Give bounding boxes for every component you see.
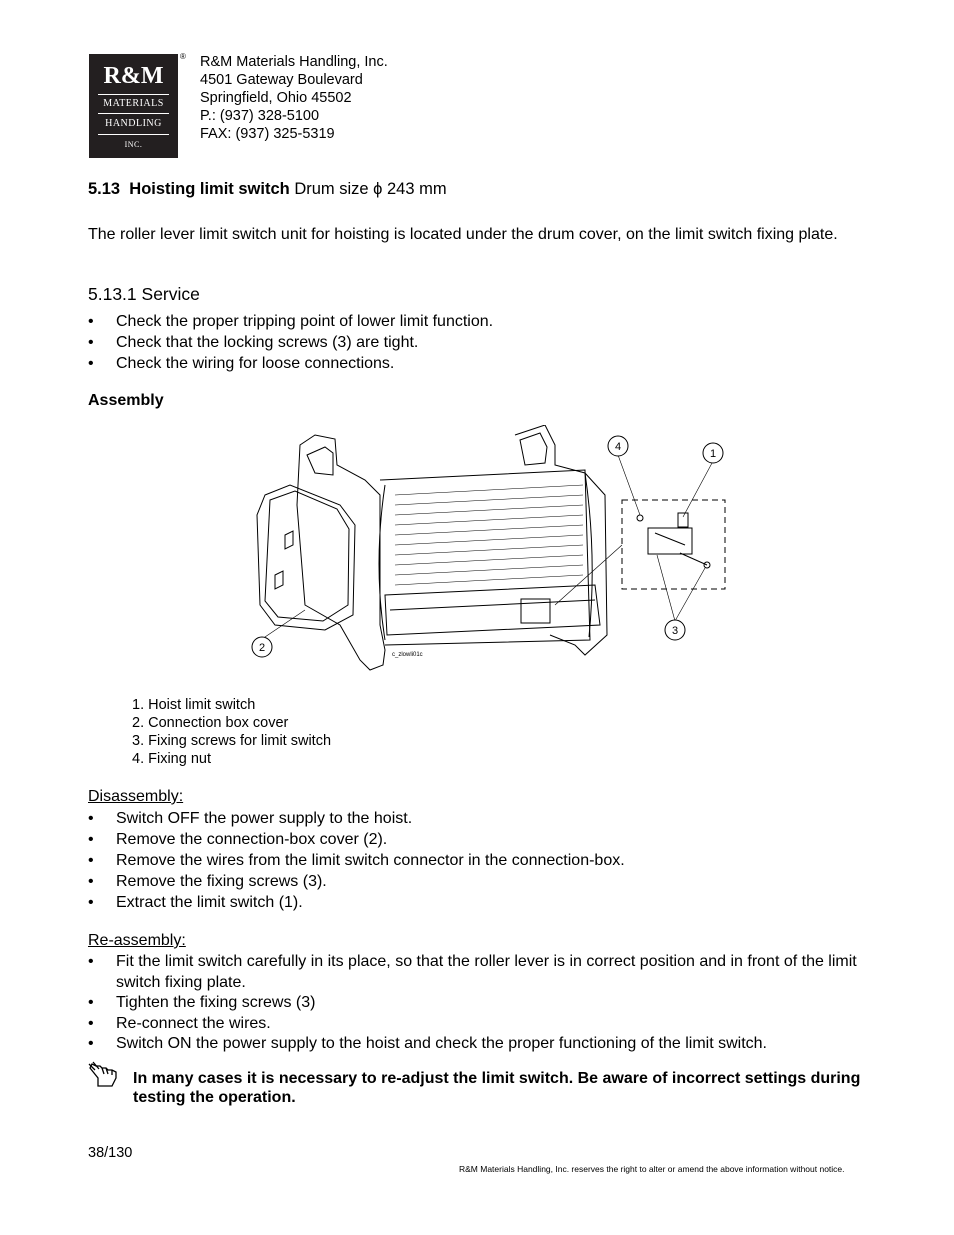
section-subtitle: Drum size ϕ 243 mm (294, 180, 447, 198)
callout-label-3: 3 (671, 625, 679, 637)
list-item (88, 993, 888, 1014)
bullet: • (88, 313, 94, 330)
list-item-text: Tighten the fixing screws (3) (116, 994, 316, 1011)
logo-rule (98, 134, 169, 135)
legend-item: 2. Connection box cover (132, 715, 289, 731)
list-item (88, 850, 888, 871)
assembly-heading: Assembly (88, 392, 164, 409)
address-line: 4501 Gateway Boulevard (200, 72, 363, 88)
reassembly-list (88, 952, 888, 1055)
service-heading: 5.13.1 Service (88, 284, 200, 304)
list-item-text: Check the wiring for loose connections. (116, 355, 395, 372)
bullet: • (88, 894, 94, 911)
bullet: • (88, 334, 94, 351)
logo-rule (98, 113, 169, 114)
list-item (88, 332, 888, 353)
bullet: • (88, 1035, 94, 1052)
section-heading (88, 180, 447, 199)
callout-label-1: 1 (709, 448, 717, 460)
list-item (88, 952, 888, 993)
list-item-text: Remove the connection-box cover (2). (116, 831, 388, 848)
bullet: • (88, 953, 94, 970)
list-item-text: Check the proper tripping point of lower limit function. (116, 313, 494, 330)
bullet: • (88, 1014, 94, 1032)
company-logo (89, 54, 178, 158)
address-line: FAX: (937) 325-5319 (200, 126, 335, 142)
warning-note: In many cases it is necessary to re-adjust the limit switch. Be aware of incorrect settings during testing the operation. (133, 1070, 861, 1106)
list-item-text: Check that the locking screws (3) are tight. (116, 334, 419, 351)
disassembly-heading: Disassembly: (88, 788, 184, 805)
list-item (88, 353, 888, 374)
bullet: • (88, 810, 94, 827)
list-item (88, 1014, 888, 1035)
logo-rm: R&M (103, 63, 164, 89)
list-item (88, 311, 888, 332)
logo-materials: MATERIALS (103, 98, 164, 109)
bullet: • (88, 994, 94, 1011)
list-item-text: Remove the fixing screws (3). (116, 873, 327, 890)
company-address (200, 53, 388, 143)
bullet: • (88, 355, 94, 372)
service-list (88, 311, 888, 374)
page-number: 38/130 (88, 1145, 133, 1161)
reassembly-heading: Re-assembly: (88, 932, 186, 949)
section-number: 5.13 (88, 180, 121, 198)
list-item-text: Fit the limit switch carefully in its place, so that the roller lever is in correct position and in front of the limit switch fixing plate. (116, 953, 857, 991)
intro-paragraph: The roller lever limit switch unit for hoisting is located under the drum cover, on the limit switch fixing plate. (88, 226, 838, 243)
callout-label-2: 2 (258, 642, 266, 654)
list-item-text: Switch ON the power supply to the hoist and check the proper functioning of the limit switch. (116, 1035, 767, 1052)
legend-item: 1. Hoist limit switch (132, 697, 256, 713)
pointing-hand-icon (86, 1060, 120, 1090)
list-item (88, 808, 888, 829)
address-line: Springfield, Ohio 45502 (200, 90, 352, 106)
list-item (88, 829, 888, 850)
bullet: • (88, 873, 94, 890)
registered-mark: ® (180, 52, 186, 61)
logo-rule (98, 94, 169, 95)
figure-legend (132, 696, 331, 768)
hoist-assembly-drawing (245, 425, 735, 690)
list-item (88, 1034, 888, 1055)
legend-item: 4. Fixing nut (132, 751, 211, 767)
logo-inc: INC. (124, 140, 143, 149)
logo-handling: HANDLING (105, 118, 162, 129)
legend-item: 3. Fixing screws for limit switch (132, 733, 332, 749)
section-title: Hoisting limit switch (129, 180, 290, 198)
list-item-text: Extract the limit switch (1). (116, 894, 303, 911)
bullet: • (88, 831, 94, 848)
disassembly-list (88, 808, 888, 913)
list-item-text: Re-connect the wires. (116, 1014, 271, 1032)
list-item-text: Remove the wires from the limit switch connector in the connection-box. (116, 852, 625, 869)
figure-code: c_zlowli01c (392, 652, 423, 658)
list-item (88, 871, 888, 892)
address-line: P.: (937) 328-5100 (200, 108, 320, 124)
list-item (88, 892, 888, 913)
address-line: R&M Materials Handling, Inc. (200, 54, 388, 70)
footer-disclaimer: R&M Materials Handling, Inc. reserves the right to alter or amend the above information without notice. (459, 1164, 845, 1174)
list-item-text: Switch OFF the power supply to the hoist. (116, 810, 413, 827)
callout-label-4: 4 (614, 441, 622, 453)
bullet: • (88, 852, 94, 869)
